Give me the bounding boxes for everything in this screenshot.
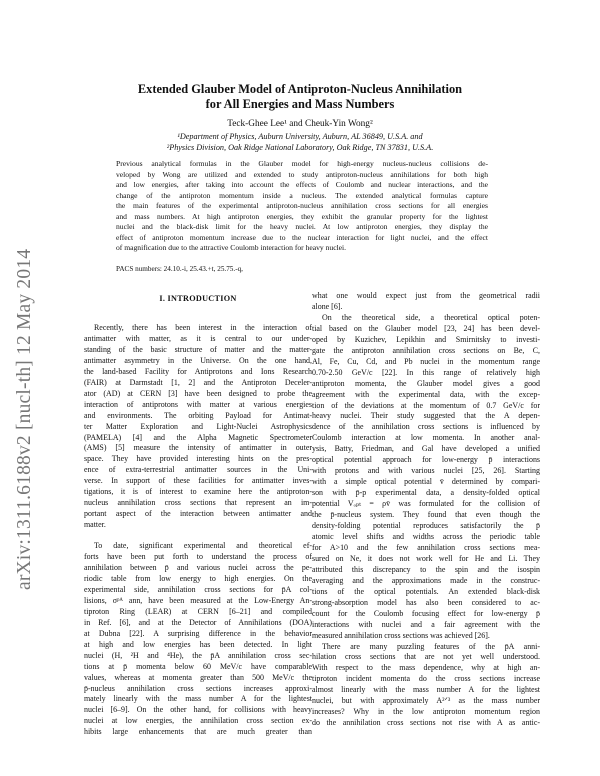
body-text-line: at high and low energies has been detected. In light xyxy=(84,639,312,649)
arxiv-identifier[interactable]: arXiv:1311.6188v2 [nucl-th] 12 May 2014 xyxy=(14,248,35,590)
body-text-line: ator (AD) at CERN [3] have been designed to probe the xyxy=(84,388,312,398)
paper-title xyxy=(80,82,520,112)
body-text-line: p̄-nucleus annihilation cross sections increases approxi- xyxy=(84,683,312,693)
body-text-line: hibits large enhancements that are much greater than xyxy=(84,727,312,737)
body-text-line: agreement with the experimental data, with the excep- xyxy=(312,389,540,399)
body-text-line: standing of the basic structure of matter and the matter- xyxy=(84,344,312,354)
body-text-line: forts have been put forth to understand the process of xyxy=(84,552,312,562)
author-list: Teck-Ghee Lee¹ and Cheuk-Yin Wong² xyxy=(227,119,373,129)
body-text-line: optical potential approach for low-energy p̄ interactions xyxy=(312,455,540,465)
body-text-line: son with p̄-p experimental data, a density-folded optical xyxy=(312,488,540,498)
body-text-line: experimental side, annihilation cross sections for p̄A col- xyxy=(84,584,312,594)
body-text-line: the land-based Facility for Antiprotons and Ions Research xyxy=(84,366,312,376)
body-text-line: On the theoretical side, a theoretical optical poten- xyxy=(322,312,540,322)
body-text-line: gate the antiproton annihilation cross sections on Be, C, xyxy=(312,345,540,355)
abstract-line: Previous analytical formulas in the Glauber model for high-energy nucleus-nucleus collisions de- xyxy=(116,159,488,168)
abstract-line: nuclei and the black-disk limit for the heavy nuclei. At low antiproton energies, they display the xyxy=(116,222,488,232)
body-text-line: tiproton Ring (LEAR) at CERN [6–21] and compiled xyxy=(84,606,312,616)
title-line: Extended Glauber Model of Antiproton-Nucleus Annihilation xyxy=(137,82,463,96)
body-text-line: at Dubna [22]. A surprising difference in the behavior xyxy=(84,628,312,638)
body-text-line: what one would expect just from the geometrical radii xyxy=(312,291,540,300)
body-text-line: tial based on the Glauber model [23, 24] has been devel- xyxy=(312,323,540,333)
body-text-line: interaction of antiprotons with matter at various energies xyxy=(84,399,312,409)
right-column xyxy=(312,291,540,729)
section-heading: I. INTRODUCTION xyxy=(159,294,237,303)
body-text-line: portant aspect of the interaction between antimatter and xyxy=(84,509,312,519)
body-text-line: tiproton incident momenta do the cross sections increase xyxy=(312,674,540,684)
body-text-line: with protons and with various nuclei [25, 26]. Starting xyxy=(312,466,540,476)
body-text-line: for A>10 and the few annihilation cross sections mea- xyxy=(312,542,540,552)
body-text-line: lisions, σᵖᴬ ann, have been measured at the Low-Energy An- xyxy=(84,595,312,605)
body-text-line: almost linearly with the mass number A for the lightest xyxy=(312,685,540,695)
body-text-line: (AMS) [5] measure the intensity of antimatter in outer xyxy=(84,443,312,453)
body-text-line: annihilation between p̄ and various nuclei across the pe- xyxy=(84,563,312,573)
body-text-line: increases? Why in the low antiproton momentum region xyxy=(312,707,540,717)
body-text-line: 0.70-2.50 GeV/c [22]. In this range of relatively high xyxy=(312,367,540,377)
body-text-line: There are many puzzling features of the p̄A anni- xyxy=(322,641,540,651)
body-text-line: density-folding potential reproduces satisfactorily the p̄ xyxy=(312,521,540,531)
body-text-line: oped by Kuzichev, Lepikhin and Smirnitsky to investi- xyxy=(312,334,540,344)
body-text-line: with a simple optical potential v̄ determined by compari- xyxy=(312,477,540,487)
body-text-line: antimatter asymmetry in the Universe. On the one hand, xyxy=(84,355,312,365)
abstract-line: effect of antiproton momentum increase due to the nuclear interaction for light nuclei, and the effect xyxy=(116,232,488,242)
abstract-line: veloped by Wong are utilized and extended to study antiproton-nucleus annihilations for both high xyxy=(116,169,488,179)
body-text-line: nuclei at low energies, the annihilation cross section ex- xyxy=(84,716,312,726)
body-text-line: nuclei (H, ²H and ⁴He), the p̄A annihilation cross sec- xyxy=(84,650,312,660)
body-text-line: count for the Coulomb focusing effect for low-energy p̄ xyxy=(312,608,540,618)
body-text-line: (FAIR) at Darmstadt [1, 2] and the Antiproton Deceler- xyxy=(84,377,312,387)
title-line: for All Energies and Mass Numbers xyxy=(205,97,395,111)
pacs-numbers: PACS numbers: 24.10.-i, 25.43.+t, 25.75.-q, xyxy=(116,265,243,273)
body-text-line: tigations, it is of interest to examine here the antiproton- xyxy=(84,487,312,497)
body-text-line: Recently, there has been interest in the interaction of xyxy=(94,323,312,332)
abstract-line: the main features of the experimental antiproton-nucleus annihilation cross sections for all energies xyxy=(116,201,488,211)
body-text-line: To date, significant experimental and theoretical ef- xyxy=(94,541,312,551)
abstract-line: change of the antiproton momentum inside a nucleus. The extended analytical formulas capture xyxy=(116,190,488,200)
body-text-line: tions at p̄ momenta below 60 MeV/c have comparable xyxy=(84,661,312,671)
body-text-line: (PAMELA) [4] and the Alpha Magnetic Spectrometer xyxy=(84,432,312,442)
body-text-line: With respect to the mass dependence, why at high an- xyxy=(312,663,540,673)
body-text-line: attributed this discrepancy to the spin and the isospin xyxy=(312,564,540,574)
body-text-line: interactions with nuclei and a fair agreement with the xyxy=(312,619,540,629)
affiliations xyxy=(80,131,520,153)
body-text-line: riodic table from low energy to high energies. On the xyxy=(84,573,312,583)
body-text-line: matter. xyxy=(84,520,106,530)
abstract-line: and mass numbers. At high antiproton energies, they exhibit the granular property for the lightest xyxy=(116,211,488,221)
paragraph-gap xyxy=(84,531,312,541)
body-text-line: the p̄-nucleus system. They found that even though the xyxy=(312,510,540,520)
body-text-line: antimatter with matter, as it is central to our under- xyxy=(84,333,312,343)
affiliation-line: ¹Department of Physics, Auburn University, Auburn, AL 36849, U.S.A. and xyxy=(177,132,423,141)
body-text-line: and environments. The orbiting Payload for Antimat- xyxy=(84,410,312,420)
body-text-line: nuclei [6–9]. On the other hand, for collisions with heavy xyxy=(84,705,312,715)
body-text-line: mately linearly with the mass number A for the lightest xyxy=(84,694,312,704)
body-text-line: ence of extra-terrestrial antimatter sources in the Uni- xyxy=(84,465,312,475)
body-text-line: sured on Ne, it does not work well for He and Li. They xyxy=(312,553,540,563)
body-text-line: potential Vₒₚₜ = ρv̄ was formulated for the collision of xyxy=(312,499,540,509)
left-column xyxy=(84,323,312,738)
affiliation-line: ²Physics Division, Oak Ridge National Laboratory, Oak Ridge, TN 37831, U.S.A. xyxy=(166,143,434,152)
body-text-line: averaging and the approximations made in the construc- xyxy=(312,575,540,585)
body-text-line: heavy nuclei. Their study suggested that the A depen- xyxy=(312,411,540,421)
body-text-line: nucleus annihilation cross sections that represent an im- xyxy=(84,498,312,508)
abstract-line: of magnification due to the attractive Coulomb interaction for heavy nuclei. xyxy=(116,243,347,253)
body-text-line: tion of the deviations at the momentum of 0.7 GeV/c for xyxy=(312,400,540,410)
body-text-line: in Ref. [6], and at the Detector of Annihilations (DOA) xyxy=(84,617,312,627)
body-text-line: atomic level shifts and widths across the periodic table xyxy=(312,531,540,541)
body-text-line: antiproton momenta, the Glauber model gives a good xyxy=(312,378,540,388)
body-text-line: dence of the annihilation cross sections is influenced by xyxy=(312,422,540,432)
body-text-line: measured annihilation cross sections was achieved [26]. xyxy=(312,630,490,640)
abstract-line: and low energies, after taking into account the effects of Coulomb and nuclear interactions, and the xyxy=(116,180,488,190)
body-text-line: verse. In support of these facilities for antimatter inves- xyxy=(84,476,312,486)
abstract xyxy=(116,159,488,254)
body-text-line: tions of the optical potentials. An extended black-disk xyxy=(312,586,540,596)
body-text-line: Al, Fe, Cu, Cd, and Pb nuclei in the momentum range xyxy=(312,356,540,366)
body-text-line: values, whereas at momenta greater than 500 MeV/c the xyxy=(84,672,312,682)
body-text-line: ysis, Batty, Friedman, and Gal have developed a unified xyxy=(312,444,540,454)
body-text-line: nuclei, but with approximately A²ᐟ³ as the mass number xyxy=(312,696,540,706)
body-text-line: space. They have provided interesting hints on the pres- xyxy=(84,454,312,464)
body-text-line: alone [6]. xyxy=(312,301,343,311)
body-text-line: hilation cross sections that are not yet well understood. xyxy=(312,652,540,662)
body-text-line: do the annihilation cross sections not rise with A as antic- xyxy=(312,718,540,728)
body-text-line: strong-absorption model has also been considered to ac- xyxy=(312,597,540,607)
body-text-line: ter Matter Exploration and Light-Nuclei Astrophysics xyxy=(84,421,312,431)
body-text-line: Coulomb interaction at low momenta. In another anal- xyxy=(312,433,540,443)
